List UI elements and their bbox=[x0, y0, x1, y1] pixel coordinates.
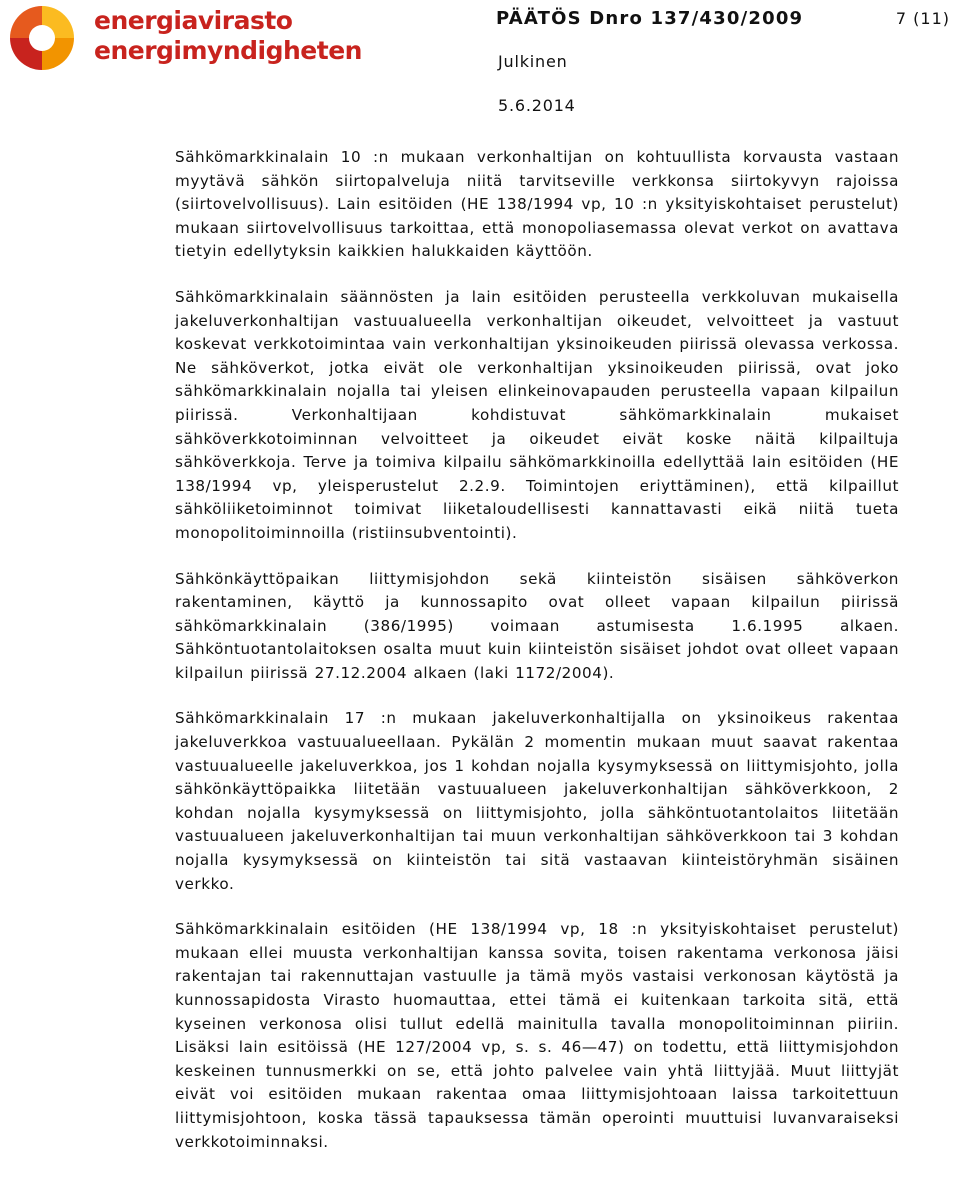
body-paragraph-1: Sähkömarkkinalain 10 :n mukaan verkonhaltijan on kohtuullista korvausta vastaan myytävä sähkön siirtopalveluja niitä tarvitseville verkkonsa siirtokyvyn rajoissa (siirtovelvollisuus). Lain esitöiden (HE 138/1994 vp, 10 :n yksityiskohtaiset perustelut) mukaan siirtovelvollisuus tarkoittaa, että monopoliasemassa olevat verkot on avattava tietyin edellytyksin kaikkien halukkaiden käyttöön. bbox=[175, 148, 899, 261]
body-paragraph-2: Sähkömarkkinalain säännösten ja lain esitöiden perusteella verkkoluvan mukaisella jakeluverkonhaltijan vastuualueella verkonhaltijan oikeudet, velvoitteet ja vastuut koskevat verkkotoimintaa vain verkonhaltijan yksinoikeuden piirissä olevassa verkossa. Ne sähköverkot, jotka eivät ole verkonhaltijan yksinoikeuden piirissä, ovat joko sähkömarkkinalain nojalla tai yleisen elinkeinovapauden perusteella vapaan kilpailun piirissä. Verkonhaltijaan kohdistuvat sähkömarkkinalain mukaiset sähköverkkotoiminnan velvoitteet ja oikeudet eivät koske näitä kilpailtuja sähköverkkoja. Terve ja toimiva kilpailu sähkömarkkinoilla edellyttää lain esitöiden (HE 138/1994 vp, yleisperustelut 2.2.9. Toimintojen eriyttäminen), että kilpaillut sähköliiketoiminnot toimivat liiketaloudellisesti kannattavasti eikä niitä tueta monopolitoiminnoilla (ristiinsubventointi). bbox=[175, 287, 899, 542]
logo-wordmark bbox=[94, 6, 362, 66]
document-body bbox=[175, 146, 899, 1176]
logo-line-1: energiavirasto bbox=[94, 6, 293, 35]
document-date: 5.6.2014 bbox=[498, 96, 576, 115]
logo-mark-icon bbox=[2, 2, 82, 74]
decision-title: PÄÄTÖS Dnro 137/430/2009 bbox=[496, 8, 804, 29]
body-paragraph-4: Sähkömarkkinalain 17 :n mukaan jakeluverkonhaltijalla on yksinoikeus rakentaa jakeluverkkoa vastuualueellaan. Pykälän 2 momentin mukaan muut saavat rakentaa vastuualueelle jakeluverkkoa, jos 1 kohdan nojalla kysymyksessä on liittymisjohto, jolla sähkönkäyttöpaikka liitetään vastuualueen jakeluverkonhaltijan sähköverkkoon, 2 kohdan nojalla kysymyksessä on liittymisjohto, jolla sähköntuotantolaitos liitetään vastuualueen jakeluverkonhaltijan tai muun verkonhaltijan sähköverkkoon tai 3 kohdan nojalla kysymyksessä on kiinteistön tai sitä vastaavan kiinteistöryhmän sisäinen verkko. bbox=[175, 709, 899, 893]
body-paragraph-5: Sähkömarkkinalain esitöiden (HE 138/1994 vp, 18 :n yksityiskohtaiset perustelut) mukaan ellei muusta verkonhaltijan kanssa sovita, toisen rakentama verkonosa jäisi rakentajan tai rakennuttajan vastuulle ja tämä myös vastaisi verkonosan käytöstä ja kunnossapidosta Virasto huomauttaa, ettei tämä ei kuitenkaan tarkoita sitä, että kyseinen verkonosa olisi tullut edellä mainitulla tavalla monopolitoiminnan piiriin. Lisäksi lain esitöissä (HE 127/2004 vp, s. s. 46—47) on todettu, että liittymisjohdon keskeinen tunnusmerkki on se, että johto palvelee vain yhtä liittyjää. Muut liittyjät eivät voi esitöiden mukaan rakentaa omaa liittymisjohtoaan laissa tarkoitettuun liittymisjohtoon, koska tässä tapauksessa tämän operointi muuttuisi luvanvaraiseksi verkkotoiminnaksi. bbox=[175, 920, 899, 1151]
body-paragraph-3: Sähkönkäyttöpaikan liittymisjohdon sekä kiinteistön sisäisen sähköverkon rakentaminen, käyttö ja kunnossapito ovat olleet vapaan kilpailun piirissä sähkömarkkinalain (386/1995) voimaan astumisesta 1.6.1995 alkaen. Sähköntuotantolaitoksen osalta muut kuin kiinteistön sisäiset johdot ovat olleet vapaan kilpailun piirissä 27.12.2004 alkaen (laki 1172/2004). bbox=[175, 569, 899, 682]
document-status: Julkinen bbox=[498, 52, 568, 71]
page-number: 7 (11) bbox=[895, 9, 950, 28]
logo-line-2: energimyndigheten bbox=[94, 36, 362, 65]
agency-logo bbox=[2, 2, 362, 74]
